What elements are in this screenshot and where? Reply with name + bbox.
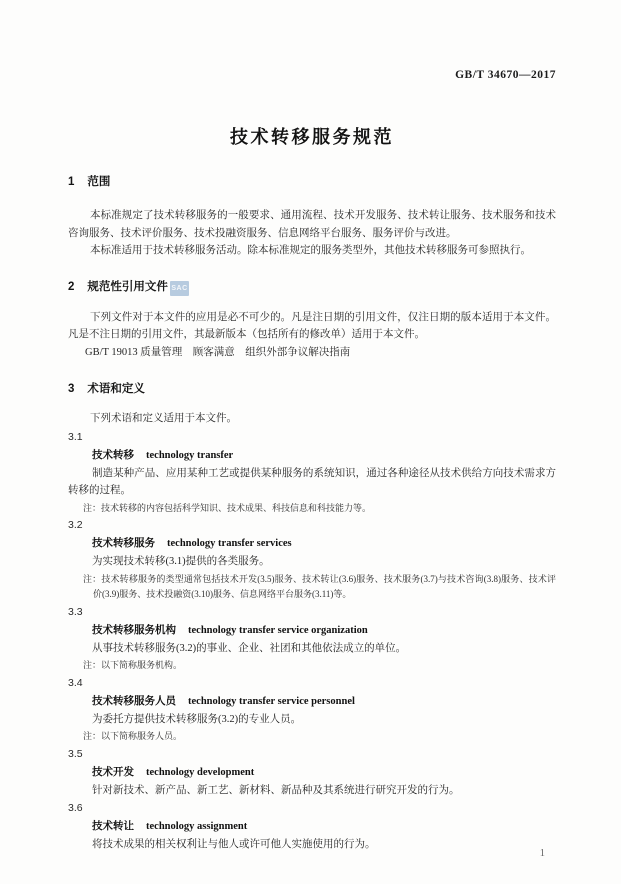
term-number: 3.2 [68,519,83,531]
section-1-number: 1 [68,176,75,188]
term-zh: 技术转移服务 [92,537,155,549]
sac-watermark-stamp: SAC [170,281,189,296]
term-title [68,534,556,553]
term-3-2 [68,516,556,603]
section-2-number: 2 [68,280,75,293]
section-2-title: 规范性引用文件 [87,280,168,293]
term-note: 注：技术转移的内容包括科学知识、技术成果、科技信息和科技能力等。 [83,502,372,513]
section-1-heading [68,173,556,191]
section-3-title: 术语和定义 [87,382,145,395]
term-title [68,446,556,465]
term-number: 3.1 [68,430,83,443]
term-en: technology development [146,766,255,778]
term-en: technology assignment [146,821,248,832]
section-1-paragraph-2: 本标准适用于技术转移服务活动。除本标准规定的服务类型外，其他技术转移服务可参照执行。 [90,245,531,256]
term-note: 注：以下简称服务人员。 [83,731,183,741]
term-en: technology transfer service personnel [188,695,355,707]
term-3-4 [68,674,556,745]
section-2-paragraph: 下列文件对于本文件的应用是必不可少的。凡是注日期的引用文件，仅注日期的版本适用于本文件。凡是不注日期的引用文件，其最新版本（包括所有的修改单）适用于本文件。 [68,311,556,340]
term-en: technology transfer services [167,538,292,549]
section-1-paragraph-1: 本标准规定了技术转移服务的一般要求、通用流程、技术开发服务、技术转让服务、技术服务和技术咨询服务、技术评价服务、技术投融资服务、信息网络平台服务、服务评价与改进。 [68,210,556,239]
term-3-1 [68,428,556,517]
document-title: 技术转移服务规范 [230,127,394,147]
term-number: 3.3 [68,605,83,618]
term-note: 注：技术转移服务的类型通常包括技术开发(3.5)服务、技术转让(3.6)服务、技术服务(3.7)与技术咨询(3.8)服务、技术评价(3.9)服务、技术投融资(3.10)服务、信息网络平台服务(3.11)等。 [83,573,556,599]
section-3-intro: 下列术语和定义适用于本文件。 [90,413,237,424]
section-3-heading [68,380,556,398]
term-title [68,692,556,711]
term-definition: 制造某种产品、应用某种工艺或提供某种服务的系统知识，通过各种途径从技术供给方向技术需求方转移的过程。 [68,467,556,496]
term-definition: 从事技术转移服务(3.2)的事业、企业、社团和其他依法成立的单位。 [92,642,407,654]
term-zh: 技术开发 [92,765,134,778]
term-number: 3.5 [68,747,83,760]
term-zh: 技术转移服务机构 [92,623,176,636]
standard-code: GB/T 34670—2017 [455,69,556,81]
term-3-5 [68,745,556,800]
term-zh: 技术转移 [92,448,134,461]
term-zh: 技术转移服务人员 [92,694,176,707]
term-number: 3.6 [68,802,83,814]
term-title [68,621,556,640]
term-definition: 为委托方提供技术转移服务(3.2)的专业人员。 [92,713,302,725]
term-note: 注：以下简称服务机构。 [83,660,183,670]
term-number: 3.4 [68,676,83,689]
term-3-6 [68,799,556,854]
section-2-heading [68,278,556,296]
normative-reference: GB/T 19013 质量管理 顾客满意 组织外部争议解决指南 [85,346,351,358]
term-definition: 针对新技术、新产品、新工艺、新材料、新品种及其系统进行研究开发的行为。 [92,784,460,796]
term-zh: 技术转让 [92,820,134,832]
term-title [68,763,556,782]
term-definition: 将技术成果的相关权利让与他人或许可他人实施使用的行为。 [92,839,376,850]
section-1-title: 范围 [87,176,111,188]
term-definition: 为实现技术转移(3.1)提供的各类服务。 [92,556,270,567]
term-title [68,817,556,836]
section-3-number: 3 [68,382,75,395]
term-en: technology transfer [146,449,234,461]
page-number: 1 [539,848,545,859]
term-en: technology transfer service organization [188,624,368,636]
term-3-3 [68,603,556,674]
